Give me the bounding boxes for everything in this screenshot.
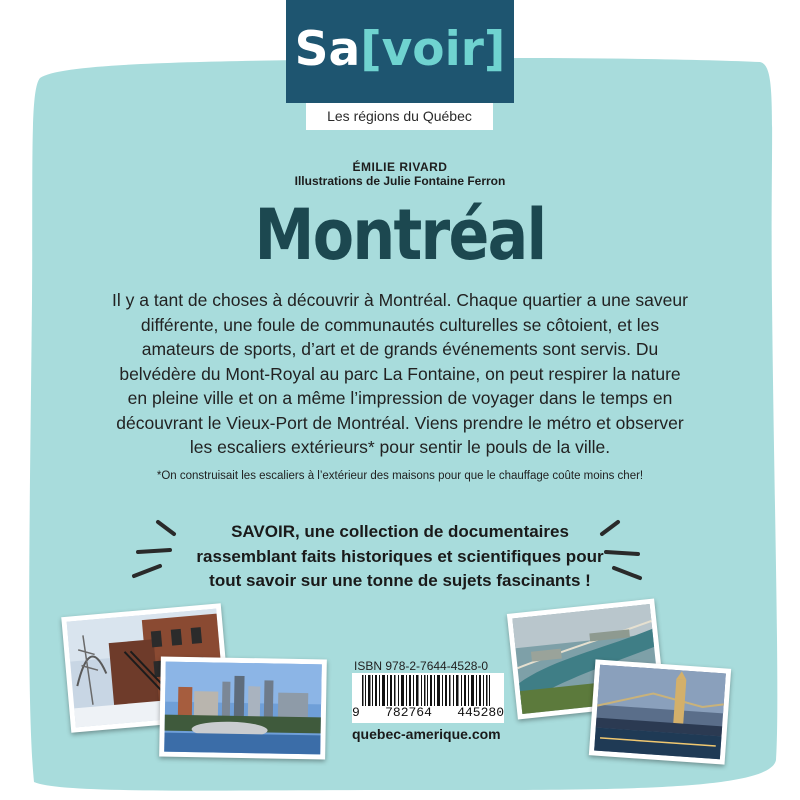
collection-promo: [180, 520, 620, 594]
series-subtitle: Les régions du Québec: [306, 103, 493, 130]
barcode-digit-lead: 9: [352, 705, 360, 720]
logo-box: [286, 0, 514, 103]
barcode-digit-group-2: 445280: [457, 705, 504, 720]
promo-line-1: SAVOIR, une collection de documentaires: [231, 522, 569, 541]
footnote: *On construisait les escaliers à l’extérieur des maisons pour que le chauffage coûte moins cher!: [156, 470, 644, 482]
montreal-skyline-photo: [159, 657, 327, 760]
promo-line-3: tout savoir sur une tonne de sujets fascinants !: [209, 571, 591, 590]
barcode-digits: [352, 706, 504, 720]
savoir-logo: Sa[voir]: [294, 22, 506, 77]
publisher-website: quebec-amerique.com: [352, 726, 501, 742]
description-paragraph: Il y a tant de choses à découvrir à Montréal. Chaque quartier a une saveur différente, une foule de communautés culturelles se côtoient, et les amateurs de sports, d’art et de grands événements sont servis. Du belvédère du Mont-Royal au parc La Fontaine, on peut respirer la nature en pleine ville et on a même l’impression de voyager dans le temps en découvrant le Vieux-Port de Montréal. Viens prendre le métro et observer les escaliers extérieurs* pour sentir le pouls de la ville.: [112, 290, 688, 457]
illustrator-credit: Illustrations de Julie Fontaine Ferron: [294, 174, 506, 188]
promo-line-2: rassemblant faits historiques et scientifiques pour: [196, 546, 604, 566]
old-port-night-photo: [589, 659, 731, 764]
author-name: ÉMILIE RIVARD: [352, 160, 448, 174]
isbn-number: ISBN 978-2-7644-4528-0: [354, 659, 489, 673]
book-title: Montréal: [254, 194, 546, 276]
barcode-digit-group-1: 782764: [385, 705, 432, 720]
